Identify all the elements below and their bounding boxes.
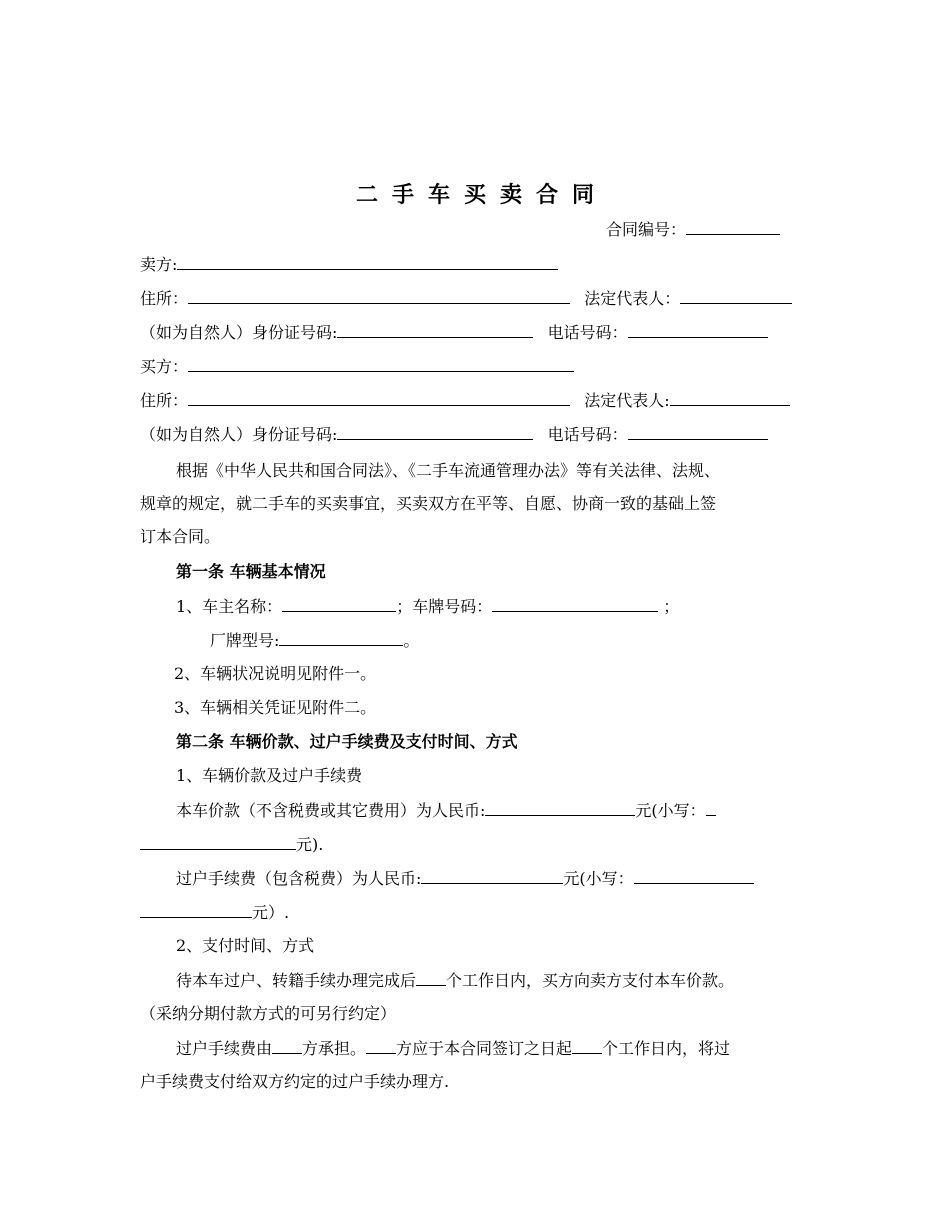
buyer-phone-label: 电话号码： [547, 425, 628, 444]
price-label: 本车价款（不含税费或其它费用）为人民币: [176, 801, 486, 820]
brand-model-label: 厂牌型号: [210, 631, 280, 650]
preamble-line-3: 订本合同。 [140, 527, 221, 546]
fee-from-text: 方应于本合同签订之日起 [396, 1039, 573, 1058]
item-1-end: ； [663, 597, 680, 616]
price-end: 元). [296, 835, 324, 854]
payment-note: （采纳分期付款方式的可另行约定） [140, 1004, 397, 1023]
price-row [176, 799, 716, 822]
seller-phone-label: 电话号码： [547, 323, 628, 342]
fee-within-text: 个工作日内，将过 [602, 1039, 731, 1058]
buyer-id-label: （如为自然人）身份证号码: [140, 425, 338, 444]
payment-row [176, 969, 734, 992]
payment-days-blank[interactable] [416, 969, 446, 986]
preamble-line-1: 根据《中华人民共和国合同法》、《二手车流通管理办法》等有关法律、法规、 [176, 461, 721, 480]
buyer-row [140, 355, 574, 378]
owner-name-blank[interactable] [282, 595, 396, 612]
fee-small-label: 元(小写： [563, 869, 634, 888]
model-end: 。 [403, 631, 420, 650]
fee-small-blank-start[interactable] [634, 867, 754, 884]
fee-rmb-blank[interactable] [421, 867, 563, 884]
contract-number-row [606, 218, 780, 241]
fee-payer-label: 过户手续费由 [176, 1039, 273, 1058]
payment-label: 待本车过户、转籍手续办理完成后 [176, 971, 417, 990]
buyer-address-row [140, 389, 790, 412]
seller-address-row [140, 287, 792, 310]
price-rmb-blank[interactable] [485, 799, 635, 816]
fee-bear-text: 方承担。 [302, 1039, 367, 1058]
article-2-sub-1: 1、车辆价款及过户手续费 [176, 766, 363, 785]
seller-legal-rep-label: 法定代表人： [584, 289, 681, 308]
fee-days-blank[interactable] [572, 1037, 602, 1054]
fee-label: 过户手续费（包含税费）为人民币: [176, 869, 422, 888]
preamble-line-2: 规章的规定，就二手车的买卖事宜，买卖双方在平等、自愿、协商一致的基础上签 [140, 494, 717, 513]
plate-number-blank[interactable] [492, 595, 658, 612]
article-1-item-3: 3、车辆相关凭证见附件二。 [174, 698, 377, 717]
buyer-label: 买方： [140, 357, 189, 376]
seller-name-blank[interactable] [177, 253, 558, 270]
contract-title: 二手车买卖合同 [355, 182, 608, 208]
buyer-id-blank[interactable] [337, 423, 533, 440]
buyer-phone-blank[interactable] [628, 423, 768, 440]
price-small-blank-start[interactable] [706, 799, 716, 816]
buyer-name-blank[interactable] [188, 355, 574, 372]
seller-address-blank[interactable] [188, 287, 570, 304]
buyer-address-blank[interactable] [188, 389, 570, 406]
plate-number-label: ；车牌号码： [396, 597, 493, 616]
owner-name-label: 1、车主名称： [176, 597, 283, 616]
fee-payment-cont: 户手续费支付给双方约定的过户手续办理方. [140, 1072, 450, 1091]
buyer-legal-rep-blank[interactable] [670, 389, 790, 406]
article-1-heading: 第一条 车辆基本情况 [176, 562, 326, 581]
price-small-blank[interactable] [140, 833, 296, 850]
buyer-address-label: 住所： [140, 391, 189, 410]
seller-id-row [140, 321, 768, 344]
fee-payer-blank[interactable] [272, 1037, 302, 1054]
price-row-cont [140, 833, 323, 856]
brand-model-blank[interactable] [279, 629, 403, 646]
seller-legal-rep-blank[interactable] [680, 287, 792, 304]
fee-row-cont [140, 901, 289, 924]
buyer-id-row [140, 423, 768, 446]
fee-party-blank[interactable] [366, 1037, 396, 1054]
fee-small-blank[interactable] [140, 901, 252, 918]
buyer-legal-rep-label: 法定代表人: [584, 391, 670, 410]
fee-end: 元）. [252, 903, 290, 922]
seller-id-label: （如为自然人）身份证号码: [140, 323, 338, 342]
seller-phone-blank[interactable] [628, 321, 768, 338]
article-2-heading: 第二条 车辆价款、过户手续费及支付时间、方式 [176, 732, 518, 751]
contract-number-blank[interactable] [686, 218, 780, 235]
seller-id-blank[interactable] [337, 321, 533, 338]
fee-row [176, 867, 754, 890]
article-1-item-1 [176, 595, 679, 618]
fee-payment-row [176, 1037, 730, 1060]
payment-text: 个工作日内，买方向卖方支付本车价款。 [446, 971, 735, 990]
price-small-label: 元(小写： [635, 801, 706, 820]
article-1-model-row [210, 629, 419, 652]
seller-row [140, 253, 558, 276]
article-2-sub-2: 2、支付时间、方式 [176, 936, 315, 955]
seller-label: 卖方: [140, 255, 178, 274]
contract-number-label: 合同编号： [606, 220, 687, 239]
article-1-item-2: 2、车辆状况说明见附件一。 [174, 664, 377, 683]
seller-address-label: 住所： [140, 289, 189, 308]
